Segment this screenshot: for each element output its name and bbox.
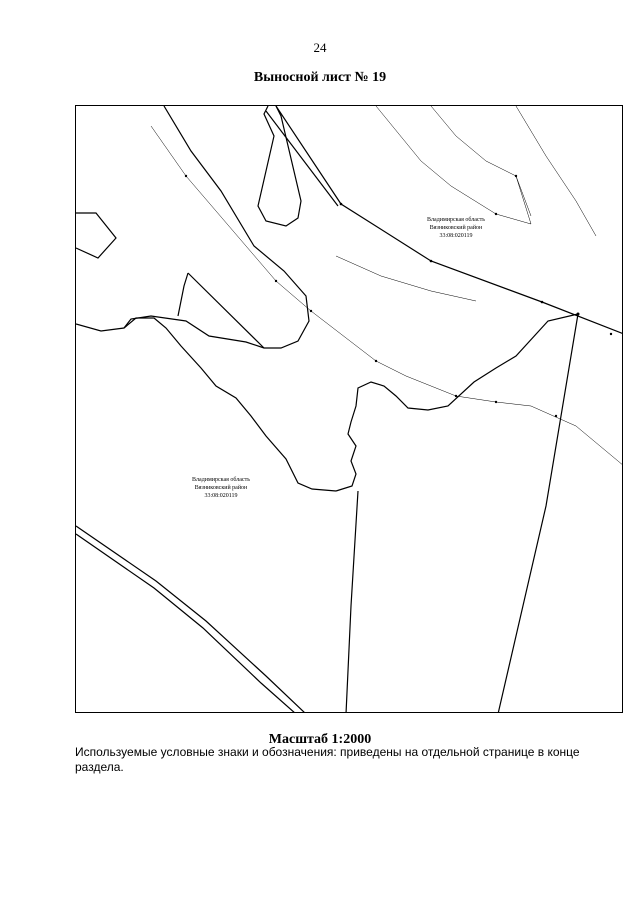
region-name: Владимирская область [192, 477, 250, 483]
boundary-contour-left [76, 318, 336, 491]
region-label-south [161, 476, 281, 500]
boundary-spike-2 [188, 273, 264, 348]
legend-note: Используемые условные знаки и обозначения: приведены на отдельной странице в конце раздела. [75, 745, 580, 774]
cadastral-map [75, 105, 623, 713]
thin-line-1 [151, 126, 623, 466]
district-name: Вязниковский район [194, 485, 248, 491]
road-edge-lower [266, 111, 338, 206]
road-double-2 [76, 534, 296, 713]
cadastral-code: 33:08:020119 [204, 493, 238, 499]
boundary-pocket [258, 106, 301, 226]
boundary-vertical-left [346, 491, 358, 713]
map-scale: Масштаб 1:2000 [268, 732, 372, 747]
boundary-central-lobe [124, 106, 309, 348]
sheet-title: Выносной лист № 19 [253, 70, 387, 85]
parcel-left [76, 213, 116, 258]
district-name: Вязниковский район [429, 225, 483, 231]
thin-line-5 [336, 256, 476, 301]
boundary-spike [178, 273, 188, 316]
map-drawing [76, 106, 623, 713]
region-label-north [396, 216, 516, 240]
boundary-contour-mid [336, 314, 578, 491]
thin-line-6 [516, 176, 531, 224]
thin-line-2 [376, 106, 531, 224]
thin-line-3 [431, 106, 516, 176]
boundary-vertical-right [498, 314, 578, 713]
thin-line-4 [516, 106, 596, 236]
region-name: Владимирская область [427, 217, 485, 223]
cadastral-code: 33:08:020119 [439, 233, 473, 239]
page-number: 24 [313, 40, 327, 55]
road-double-1 [76, 526, 306, 713]
